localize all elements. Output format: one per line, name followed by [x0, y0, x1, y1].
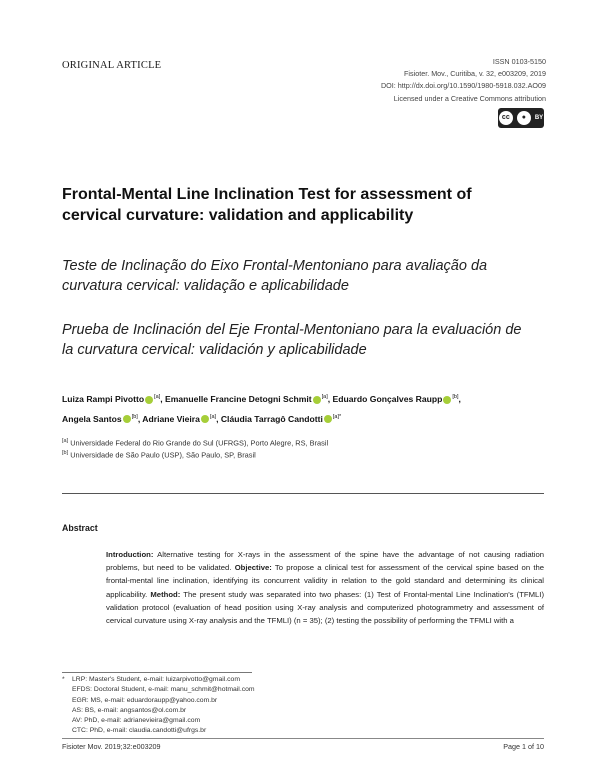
- orcid-icon[interactable]: [443, 396, 451, 404]
- author: Angela Santos [b],: [62, 413, 141, 424]
- footnote-divider: [62, 672, 252, 673]
- page-number: Page 1 of 10: [503, 742, 544, 751]
- author: Cláudia Tarragô Candotti $^{[a]*}$: [220, 413, 342, 424]
- orcid-icon[interactable]: [324, 415, 332, 423]
- orcid-icon[interactable]: [313, 396, 321, 404]
- orcid-icon[interactable]: [145, 396, 153, 404]
- affiliation: [b] Universidade de São Paulo (USP), São Paulo, SP, Brasil: [62, 450, 256, 460]
- doi-link[interactable]: DOI: http://dx.doi.org/10.1590/1980-5918.032.AO09: [380, 81, 546, 91]
- footnote-line: AV: PhD, e-mail: adrianevieira@gmail.com: [72, 717, 201, 725]
- cc-logo: cc: [499, 111, 513, 125]
- section-label: ORIGINAL ARTICLE: [62, 60, 162, 71]
- by-label: BY: [534, 115, 544, 121]
- author-list: [62, 388, 542, 428]
- footnote-line: EGR: MS, e-mail: eduardoraupp@yahoo.com.br: [72, 696, 218, 704]
- affiliation: [a] Universidade Federal do Rio Grande do Sul (UFRGS), Porto Alegre, RS, Brasil: [62, 438, 329, 448]
- author: Eduardo Gonçalves Raupp [b],: [332, 393, 461, 404]
- author: Adriane Vieira [a],: [142, 413, 219, 424]
- issn: ISSN 0103-5150: [492, 57, 546, 66]
- author: Emanuelle Francine Detogni Schmit [a],: [165, 393, 331, 404]
- footnote-line: AS: BS, e-mail: angsantos@ol.com.br: [72, 706, 187, 714]
- person-icon: ●: [517, 111, 531, 125]
- footer-citation: Fisioter Mov. 2019;32:e003209: [62, 742, 161, 751]
- footer-divider: [62, 738, 544, 739]
- abstract-heading: Abstract: [62, 523, 98, 533]
- author: Luiza Rampi Pivotto [a],: [62, 393, 163, 404]
- title-english: Frontal-Mental Line Inclination Test for assessment of cervical curvature: validation and applicability: [62, 186, 472, 224]
- author-footnotes: [62, 675, 255, 737]
- footnote-star: *: [62, 676, 65, 683]
- article-metadata: [381, 56, 546, 105]
- journal-citation: Fisioter. Mov., Curitiba, v. 32, e003209, 2019: [404, 69, 546, 79]
- orcid-icon[interactable]: [201, 415, 209, 423]
- license-text: Licensed under a Creative Commons attribution: [393, 93, 546, 103]
- creative-commons-badge[interactable]: [498, 108, 544, 128]
- divider: [62, 493, 544, 494]
- affiliations: [62, 436, 328, 461]
- footnote-line: EFDS: Doctoral Student, e-mail: manu_schmit@hotmail.com: [72, 686, 255, 694]
- footnote-line: CTC: PhD, e-mail: claudia.candotti@ufrgs.br: [72, 727, 207, 735]
- abstract-body: Introduction: Alternative testing for X-rays in the assessment of the spine have the advantage of not causing radiation problems, but need to be validated. Objective: To propose a clinical test for assessment of the cervical spine based on the frontal-mental line inclination, identifying its concurrent validity in relation to the gold standard and determining its clinical applicability. Method: The present study was separated into two phases: (1) Test of Frontal-mental Line Inclination's (TFMLI) validation protocol (evaluation of head position using X-ray analysis and computerized photogrammetry and assessment of cervical curvature using X-ray analysis and the TFMLI) (n = 35); (2) testing the possibility of performing the TFMLI with a: [106, 550, 545, 626]
- title-spanish: Prueba de Inclinación del Eje Frontal-Mentoniano para la evaluación de la curvatura cervical: validación y aplicabilidade: [62, 322, 522, 358]
- title-portuguese: Teste de Inclinação do Eixo Frontal-Mentoniano para avaliação da curvatura cervical: validação e aplicabilidade: [62, 258, 488, 294]
- footnote-line: LRP: Master's Student, e-mail: luizarpivotto@gmail.com: [72, 676, 240, 683]
- orcid-icon[interactable]: [123, 415, 131, 423]
